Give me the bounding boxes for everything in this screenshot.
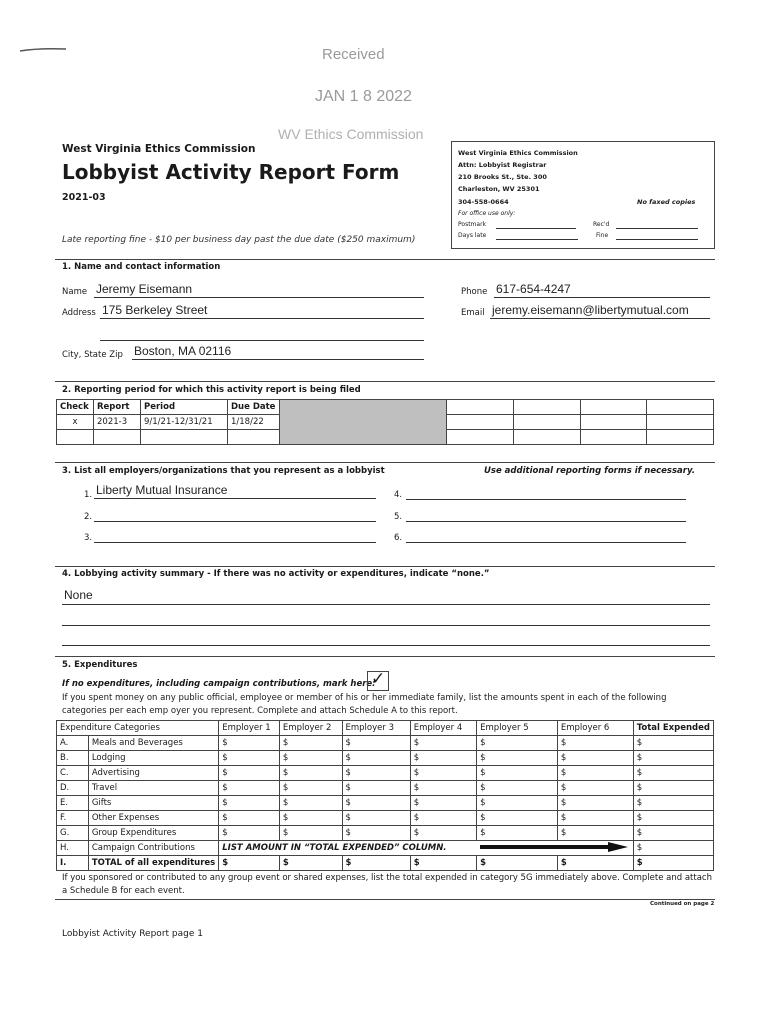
received-date-stamp: JAN 1 8 2022 bbox=[315, 88, 412, 105]
continued-note: Continued on page 2 bbox=[650, 901, 715, 907]
employer-num-2: 2. bbox=[84, 512, 93, 522]
amount-cell[interactable]: $ bbox=[633, 736, 713, 751]
expenditure-row bbox=[57, 826, 714, 841]
employer-2-field[interactable] bbox=[94, 507, 376, 522]
period-value: 9/1/21-12/31/21 bbox=[141, 415, 228, 430]
page-footer: Lobbyist Activity Report page 1 bbox=[62, 929, 203, 939]
address-field[interactable] bbox=[100, 303, 424, 319]
col-total: Total Expended bbox=[633, 721, 713, 736]
amount-cell[interactable]: $ bbox=[633, 826, 713, 841]
blank-cell bbox=[580, 400, 647, 415]
row-h-label: Campaign Contributions bbox=[88, 841, 218, 856]
amount-cell[interactable]: $ bbox=[219, 826, 280, 841]
amount-cell[interactable]: $ bbox=[219, 811, 280, 826]
days-late-label: Days late bbox=[458, 232, 487, 239]
row-h-note: LIST AMOUNT IN “TOTAL EXPENDED” COLUMN. bbox=[219, 841, 477, 856]
employer-num-5: 5. bbox=[394, 512, 403, 522]
row-h-code: H. bbox=[57, 841, 89, 856]
amount-cell[interactable]: $ bbox=[557, 751, 633, 766]
expenditure-row bbox=[57, 796, 714, 811]
no-expenditures-checkbox[interactable] bbox=[367, 671, 389, 691]
no-expenditures-label: If no expenditures, including campaign contributions, mark here: bbox=[62, 679, 376, 689]
col-report: Report bbox=[94, 400, 141, 415]
redacted-cell bbox=[280, 400, 447, 445]
box-phone: 304-558-0664 bbox=[458, 198, 509, 206]
row-label: Travel bbox=[88, 781, 218, 796]
box-line1: West Virginia Ethics Commission bbox=[458, 149, 578, 157]
amount-cell[interactable]: $ bbox=[477, 811, 558, 826]
section1-heading: 1. Name and contact information bbox=[62, 262, 221, 272]
employer-num-6: 6. bbox=[394, 533, 403, 543]
blank-cell bbox=[141, 430, 228, 445]
col-employer3: Employer 3 bbox=[342, 721, 410, 736]
amount-cell[interactable]: $ bbox=[477, 826, 558, 841]
mailing-address-box bbox=[451, 141, 715, 249]
checkmark-icon: ✓ bbox=[371, 669, 386, 689]
blank-cell bbox=[447, 400, 514, 415]
employer-num-1: 1. bbox=[84, 490, 93, 500]
arrow-right-icon bbox=[480, 842, 630, 852]
email-label: Email bbox=[461, 308, 485, 318]
amount-cell[interactable]: $ bbox=[279, 796, 342, 811]
row-label: Group Expenditures bbox=[88, 826, 218, 841]
expenditure-row bbox=[57, 811, 714, 826]
blank-cell bbox=[580, 430, 647, 445]
amount-cell[interactable]: $ bbox=[219, 766, 280, 781]
box-line4: Charleston, WV 25301 bbox=[458, 185, 540, 193]
arrow-cell bbox=[477, 841, 634, 856]
amount-cell[interactable]: $ bbox=[477, 796, 558, 811]
blank-cell bbox=[94, 430, 141, 445]
city-label: City, State Zip bbox=[62, 350, 123, 360]
amount-cell[interactable]: $ bbox=[633, 781, 713, 796]
amount-cell[interactable]: $ bbox=[279, 826, 342, 841]
total-cell[interactable]: $ bbox=[557, 856, 633, 871]
row-code: F. bbox=[57, 811, 89, 826]
amount-cell[interactable]: $ bbox=[279, 751, 342, 766]
row-code: D. bbox=[57, 781, 89, 796]
blank-cell bbox=[228, 430, 280, 445]
blank-cell bbox=[580, 415, 647, 430]
amount-cell[interactable]: $ bbox=[342, 796, 410, 811]
amount-cell[interactable]: $ bbox=[219, 751, 280, 766]
amount-cell[interactable]: $ bbox=[633, 796, 713, 811]
report-value: 2021-3 bbox=[94, 415, 141, 430]
check-value[interactable]: x bbox=[57, 415, 94, 430]
amount-cell[interactable]: $ bbox=[219, 796, 280, 811]
section2-heading: 2. Reporting period for which this activity report is being filed bbox=[62, 385, 361, 395]
section3-heading: 3. List all employers/organizations that you represent as a lobbyist bbox=[62, 466, 385, 476]
row-i-code: I. bbox=[57, 856, 89, 871]
row-label: Meals and Beverages bbox=[88, 736, 218, 751]
amount-cell[interactable]: $ bbox=[633, 766, 713, 781]
name-value: Jeremy Eisemann bbox=[96, 282, 193, 296]
row-i-label: TOTAL of all expenditures bbox=[88, 856, 218, 871]
amount-cell[interactable]: $ bbox=[557, 736, 633, 751]
received-stamp: Received bbox=[322, 46, 385, 63]
amount-cell[interactable]: $ bbox=[477, 751, 558, 766]
amount-cell[interactable]: $ bbox=[342, 781, 410, 796]
stamp-mark bbox=[18, 38, 68, 42]
amount-cell[interactable]: $ bbox=[342, 751, 410, 766]
expenditure-row bbox=[57, 766, 714, 781]
amount-cell[interactable]: $ bbox=[342, 826, 410, 841]
fine-label: Fine bbox=[596, 232, 609, 239]
amount-cell[interactable]: $ bbox=[342, 736, 410, 751]
amount-cell[interactable]: $ bbox=[557, 826, 633, 841]
row-h-total[interactable]: $ bbox=[633, 841, 713, 856]
expenditures-footer: If you sponsored or contributed to any group event or shared expenses, list the total expended in category 5G immediately above. Complete and attach a Schedule B for each event. bbox=[62, 873, 712, 896]
amount-cell[interactable]: $ bbox=[342, 811, 410, 826]
total-cell[interactable]: $ bbox=[279, 856, 342, 871]
amount-cell[interactable]: $ bbox=[477, 736, 558, 751]
amount-cell[interactable]: $ bbox=[279, 811, 342, 826]
city-field[interactable] bbox=[132, 344, 424, 360]
agency-stamp: WV Ethics Commission bbox=[278, 126, 424, 142]
col-check: Check bbox=[57, 400, 94, 415]
amount-cell[interactable]: $ bbox=[557, 781, 633, 796]
employer-5-field[interactable] bbox=[406, 507, 686, 522]
amount-cell[interactable]: $ bbox=[279, 766, 342, 781]
activity-summary-field[interactable] bbox=[62, 588, 710, 605]
expenditures-table bbox=[56, 720, 714, 871]
office-use-label: For office use only: bbox=[458, 210, 516, 217]
expenditures-instructions: If you spent money on any public official, employee or member of his or her immediate family, list the amounts spent in each of the following categories per each emp oyer you represent. Complete and attach Schedule A to this report. bbox=[62, 693, 667, 716]
blank-cell bbox=[647, 430, 714, 445]
fine-field bbox=[616, 239, 698, 240]
row-label: Other Expenses bbox=[88, 811, 218, 826]
blank-cell bbox=[57, 430, 94, 445]
amount-cell[interactable]: $ bbox=[410, 811, 476, 826]
row-code: E. bbox=[57, 796, 89, 811]
box-line3: 210 Brooks St., Ste. 300 bbox=[458, 173, 547, 181]
amount-cell[interactable]: $ bbox=[410, 826, 476, 841]
row-code: C. bbox=[57, 766, 89, 781]
amount-cell[interactable]: $ bbox=[219, 736, 280, 751]
blank-cell bbox=[447, 415, 514, 430]
employer-6-field[interactable] bbox=[406, 528, 686, 543]
row-code: G. bbox=[57, 826, 89, 841]
amount-cell[interactable]: $ bbox=[410, 751, 476, 766]
section3-rule bbox=[55, 462, 715, 463]
amount-cell[interactable]: $ bbox=[410, 796, 476, 811]
activity-summary-line2[interactable] bbox=[62, 610, 710, 626]
blank-cell bbox=[513, 415, 580, 430]
row-label: Advertising bbox=[88, 766, 218, 781]
expenditure-row bbox=[57, 751, 714, 766]
employer-1-value: Liberty Mutual Insurance bbox=[96, 483, 228, 497]
activity-summary-value: None bbox=[64, 588, 93, 602]
expenditure-row bbox=[57, 781, 714, 796]
agency-name: West Virginia Ethics Commission bbox=[62, 143, 256, 155]
section4-rule bbox=[55, 566, 715, 567]
section2-rule bbox=[55, 381, 715, 382]
col-employer2: Employer 2 bbox=[279, 721, 342, 736]
total-cell[interactable]: $ bbox=[477, 856, 558, 871]
postmark-field bbox=[496, 228, 576, 229]
total-cell[interactable]: $ bbox=[342, 856, 410, 871]
amount-cell[interactable]: $ bbox=[633, 751, 713, 766]
col-employer5: Employer 5 bbox=[477, 721, 558, 736]
total-cell[interactable]: $ bbox=[410, 856, 476, 871]
amount-cell[interactable]: $ bbox=[279, 736, 342, 751]
amount-cell[interactable]: $ bbox=[410, 766, 476, 781]
recd-label: Rec'd bbox=[593, 221, 610, 228]
col-employer4: Employer 4 bbox=[410, 721, 476, 736]
address-value: 175 Berkeley Street bbox=[102, 303, 208, 317]
amount-cell[interactable]: $ bbox=[477, 781, 558, 796]
recd-field bbox=[616, 228, 698, 229]
address-line2-field[interactable] bbox=[100, 325, 424, 341]
amount-cell[interactable]: $ bbox=[557, 766, 633, 781]
due-value: 1/18/22 bbox=[228, 415, 280, 430]
section5-bottom-rule bbox=[55, 899, 715, 900]
phone-field[interactable] bbox=[494, 282, 710, 298]
amount-cell[interactable]: $ bbox=[342, 766, 410, 781]
total-cell[interactable]: $ bbox=[219, 856, 280, 871]
blank-cell bbox=[513, 400, 580, 415]
name-label: Name bbox=[62, 287, 88, 297]
blank-cell bbox=[647, 400, 714, 415]
phone-label: Phone bbox=[461, 287, 488, 297]
email-value: jeremy.eisemann@libertymutual.com bbox=[492, 303, 689, 317]
employer-3-field[interactable] bbox=[94, 528, 376, 543]
employer-1-field[interactable] bbox=[94, 483, 376, 499]
row-label: Gifts bbox=[88, 796, 218, 811]
amount-cell[interactable]: $ bbox=[557, 796, 633, 811]
employer-num-3: 3. bbox=[84, 533, 93, 543]
total-cell[interactable]: $ bbox=[633, 856, 713, 871]
row-label: Lodging bbox=[88, 751, 218, 766]
section5-rule bbox=[55, 656, 715, 657]
pen-mark-icon bbox=[18, 47, 68, 53]
amount-cell[interactable]: $ bbox=[633, 811, 713, 826]
address-label: Address bbox=[62, 308, 96, 318]
form-number: 2021-03 bbox=[62, 192, 106, 203]
form-title: Lobbyist Activity Report Form bbox=[62, 160, 400, 184]
city-value: Boston, MA 02116 bbox=[134, 344, 232, 358]
employer-num-4: 4. bbox=[394, 490, 403, 500]
amount-cell[interactable]: $ bbox=[410, 736, 476, 751]
blank-cell bbox=[647, 415, 714, 430]
expenditure-row bbox=[57, 736, 714, 751]
col-employer1: Employer 1 bbox=[219, 721, 280, 736]
postmark-label: Postmark bbox=[458, 221, 487, 228]
activity-summary-line3[interactable] bbox=[62, 630, 710, 646]
phone-value: 617-654-4247 bbox=[496, 282, 571, 296]
employer-4-field[interactable] bbox=[406, 485, 686, 500]
amount-cell[interactable]: $ bbox=[219, 781, 280, 796]
amount-cell[interactable]: $ bbox=[477, 766, 558, 781]
days-late-field bbox=[496, 239, 578, 240]
name-field[interactable] bbox=[94, 282, 424, 298]
col-categories: Expenditure Categories bbox=[57, 721, 219, 736]
col-employer6: Employer 6 bbox=[557, 721, 633, 736]
amount-cell[interactable]: $ bbox=[557, 811, 633, 826]
blank-cell bbox=[447, 430, 514, 445]
no-fax-note: No faxed copies bbox=[637, 198, 696, 206]
row-code: A. bbox=[57, 736, 89, 751]
row-code: B. bbox=[57, 751, 89, 766]
section3-note: Use additional reporting forms if necessary. bbox=[484, 466, 695, 476]
section1-rule bbox=[55, 259, 715, 260]
blank-cell bbox=[513, 430, 580, 445]
late-fine-note: Late reporting fine - $10 per business day past the due date ($250 maximum) bbox=[62, 235, 416, 245]
section4-heading: 4. Lobbying activity summary - If there was no activity or expenditures, indicate “none.” bbox=[62, 569, 490, 579]
reporting-period-table bbox=[56, 399, 714, 445]
col-period: Period bbox=[141, 400, 228, 415]
box-line2: Attn: Lobbyist Registrar bbox=[458, 161, 547, 169]
col-due: Due Date bbox=[228, 400, 280, 415]
email-field[interactable] bbox=[490, 303, 710, 319]
amount-cell[interactable]: $ bbox=[279, 781, 342, 796]
section5-heading: 5. Expenditures bbox=[62, 660, 138, 670]
amount-cell[interactable]: $ bbox=[410, 781, 476, 796]
